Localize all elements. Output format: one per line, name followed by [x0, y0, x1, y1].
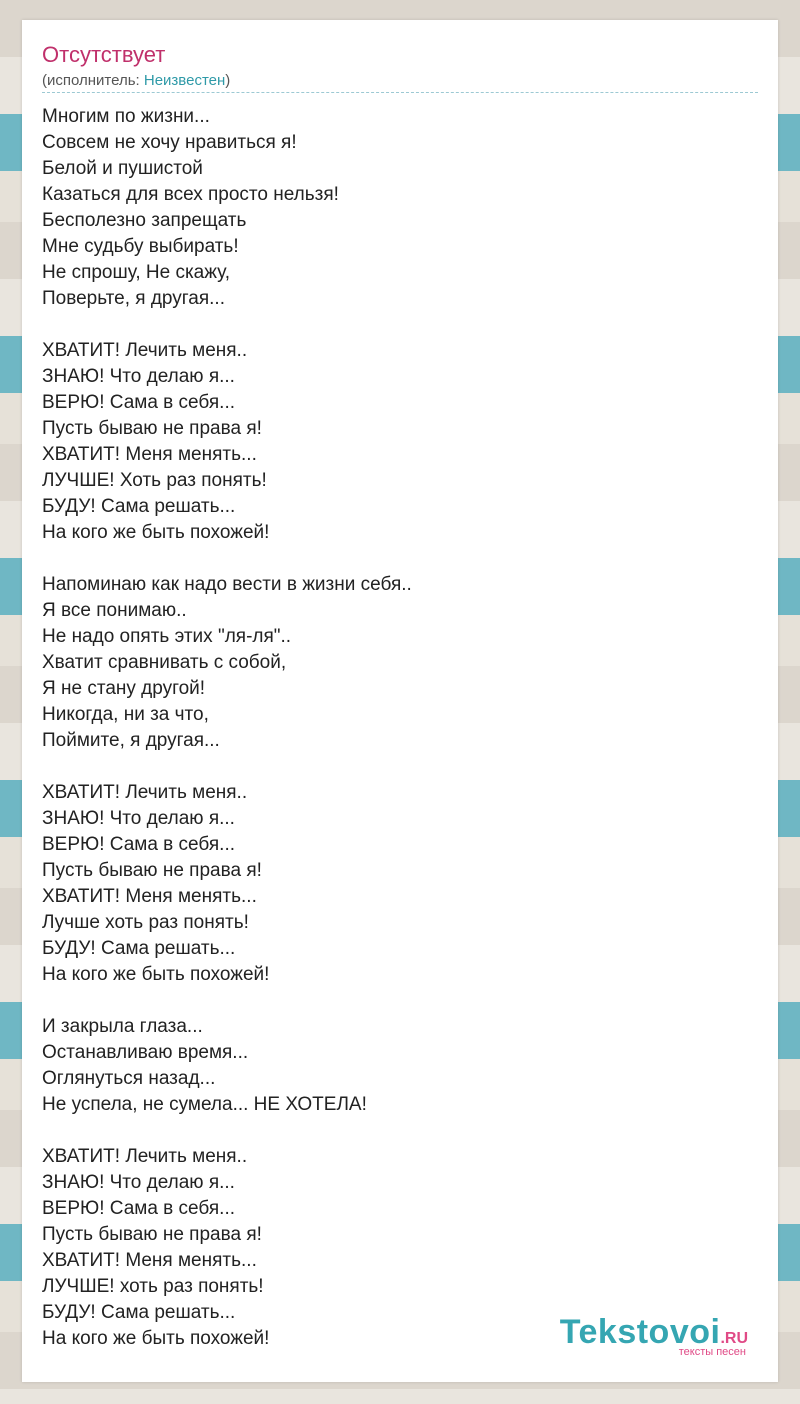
lyric-line: И закрыла глаза...	[42, 1016, 203, 1037]
artist-link[interactable]: Неизвестен	[143, 72, 226, 89]
lyric-line: Лучше хоть раз понять!	[42, 912, 249, 933]
lyric-line: Никогда, ни за что,	[42, 704, 209, 725]
lyric-line: Останавливаю время...	[42, 1042, 249, 1063]
artist-line	[42, 72, 758, 93]
lyric-line: БУДУ! Сама решать...	[42, 938, 236, 959]
artist-prefix: (исполнитель:	[42, 72, 144, 89]
lyric-line: ЛУЧШЕ! Хоть раз понять!	[42, 470, 267, 491]
lyric-line: ВЕРЮ! Сама в себя...	[42, 1198, 235, 1219]
lyric-line: Не успела, не сумела... НЕ ХОТЕЛА!	[42, 1094, 367, 1115]
lyric-line: ХВАТИТ! Лечить меня..	[42, 340, 248, 361]
lyric-line: Мне судьбу выбирать!	[42, 236, 239, 257]
lyric-line: Белой и пушистой	[42, 158, 203, 179]
lyric-line: Не надо опять этих "ля-ля"..	[42, 626, 292, 647]
logo-name: Tekstovoi	[559, 1313, 721, 1351]
lyric-line: ЗНАЮ! Что делаю я...	[42, 808, 235, 829]
stanza-break	[42, 754, 758, 780]
lyric-line: Я все понимаю..	[42, 600, 187, 621]
lyric-line: ХВАТИТ! Меня менять...	[42, 886, 257, 907]
lyric-line: Бесполезно запрещать	[42, 210, 247, 231]
artist-suffix: )	[225, 72, 231, 89]
lyric-line: Пусть бываю не права я!	[42, 418, 262, 439]
lyric-line: На кого же быть похожей!	[42, 1328, 270, 1349]
logo-tld: .RU	[720, 1330, 748, 1347]
site-logo[interactable]	[560, 1315, 748, 1358]
logo-tagline: тексты песен	[678, 1346, 746, 1358]
lyric-line: Поймите, я другая...	[42, 730, 220, 751]
lyric-line: БУДУ! Сама решать...	[42, 496, 236, 517]
song-title: Отсутствует	[42, 42, 166, 67]
lyrics-text	[42, 104, 758, 1352]
lyric-line: Многим по жизни...	[42, 106, 210, 127]
lyric-line: ЛУЧШЕ! хоть раз понять!	[42, 1276, 264, 1297]
stanza-break	[42, 312, 758, 338]
lyric-line: На кого же быть похожей!	[42, 964, 270, 985]
lyric-line: БУДУ! Сама решать...	[42, 1302, 236, 1323]
lyric-line: Напоминаю как надо вести в жизни себя..	[42, 574, 412, 595]
lyric-line: ЗНАЮ! Что делаю я...	[42, 1172, 235, 1193]
lyrics-card	[22, 20, 778, 1382]
lyric-line: ВЕРЮ! Сама в себя...	[42, 834, 235, 855]
lyric-line: ХВАТИТ! Меня менять...	[42, 444, 257, 465]
lyric-line: Пусть бываю не права я!	[42, 1224, 262, 1245]
stanza-break	[42, 1118, 758, 1144]
lyric-line: ХВАТИТ! Меня менять...	[42, 1250, 257, 1271]
lyric-line: Я не стану другой!	[42, 678, 206, 699]
lyric-line: Казаться для всех просто нельзя!	[42, 184, 339, 205]
lyric-line: ХВАТИТ! Лечить меня..	[42, 782, 248, 803]
stanza-break	[42, 988, 758, 1014]
stanza-break	[42, 546, 758, 572]
lyric-line: Хватит сравнивать с собой,	[42, 652, 287, 673]
lyric-line: Пусть бываю не права я!	[42, 860, 262, 881]
lyric-line: ВЕРЮ! Сама в себя...	[42, 392, 235, 413]
lyric-line: ЗНАЮ! Что делаю я...	[42, 366, 235, 387]
lyric-line: Не спрошу, Не скажу,	[42, 262, 231, 283]
lyric-line: На кого же быть похожей!	[42, 522, 270, 543]
lyric-line: Совсем не хочу нравиться я!	[42, 132, 297, 153]
lyric-line: ХВАТИТ! Лечить меня..	[42, 1146, 248, 1167]
lyric-line: Поверьте, я другая...	[42, 288, 225, 309]
lyric-line: Оглянуться назад...	[42, 1068, 216, 1089]
